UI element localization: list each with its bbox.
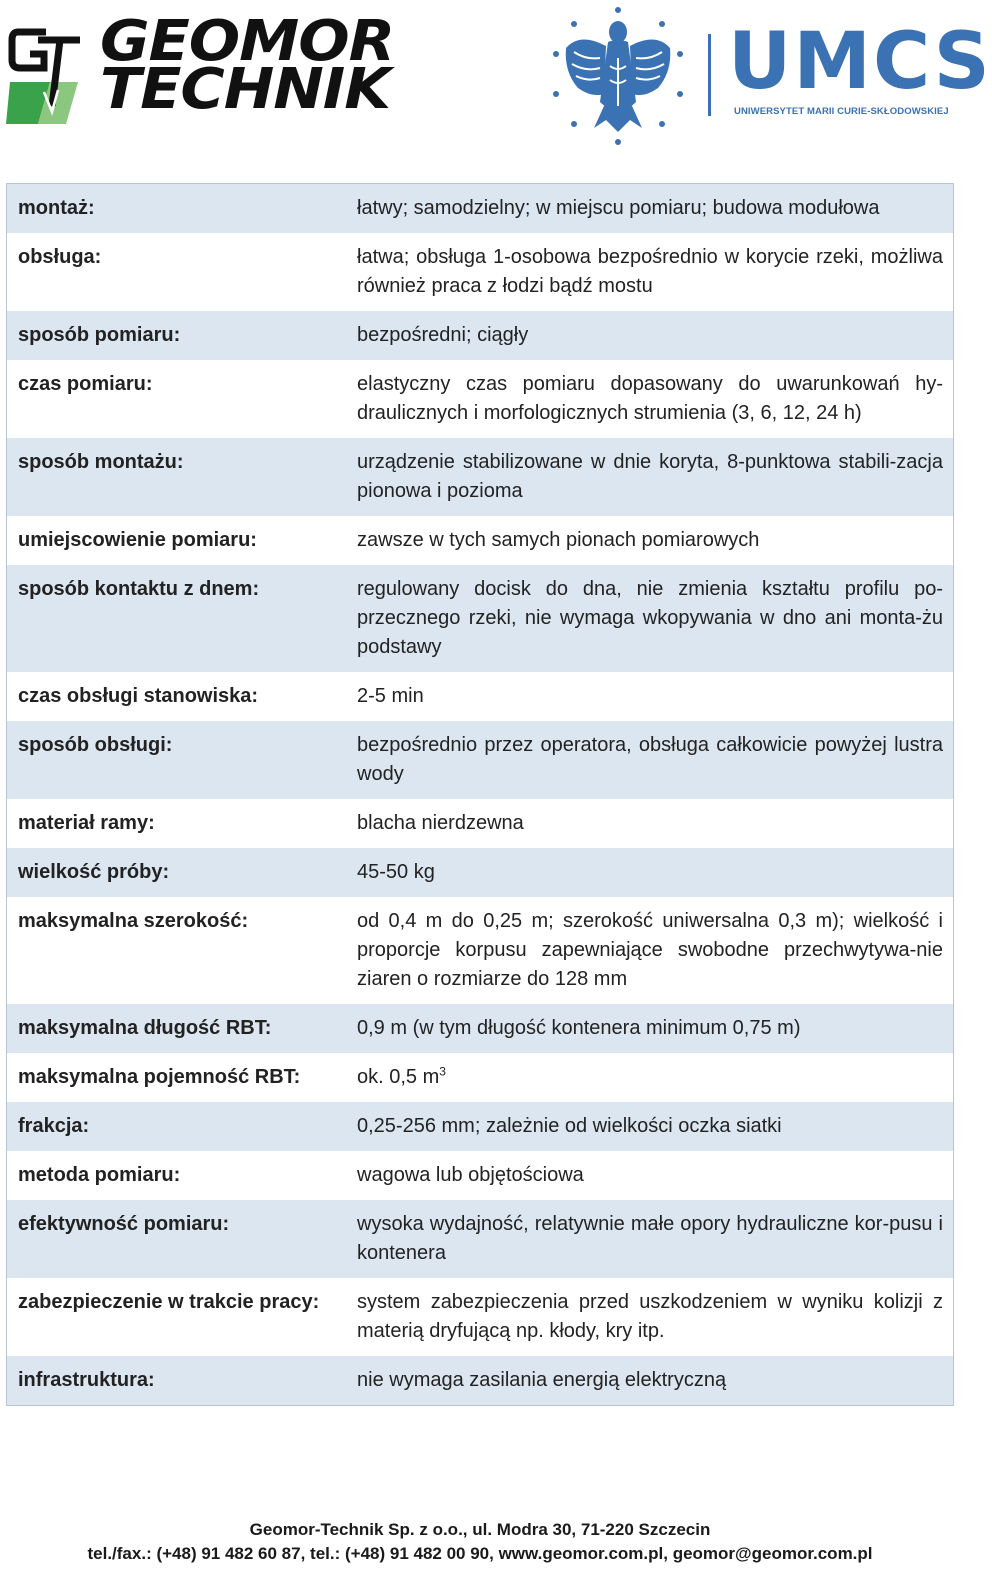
spec-label: sposób obsługi: [18,734,173,756]
spec-value [357,1366,943,1395]
spec-value [357,1210,943,1268]
umcs-logo-wordmark: UMCS [728,17,992,107]
spec-value [357,1063,943,1092]
spec-value-text: 0,9 m (w tym długość kontenera minimum 0,75 m) [357,1017,801,1039]
spec-value-text: bezpośrednio przez operatora, obsługa całkowicie powyżej lustra wody [357,734,943,785]
umcs-logo-divider [708,34,711,116]
spec-label: sposób kontaktu z dnem: [18,578,260,600]
spec-label: sposób pomiaru: [18,324,181,346]
spec-row [7,311,953,360]
spec-label: materiał ramy: [18,812,155,834]
spec-label: frakcja: [18,1115,90,1137]
spec-value [357,321,943,350]
spec-value-text: od 0,4 m do 0,25 m; szerokość uniwersalna 0,3 m); wielkość i proporcje korpusu zapewniające swobodne przechwytywa-nie ziaren o rozmiarze do 128 mm [357,910,943,990]
spec-value [357,1112,943,1141]
spec-row [7,1102,953,1151]
specification-table [6,183,954,1406]
spec-value [357,682,943,711]
spec-label: infrastruktura: [18,1369,155,1391]
spec-value-text: elastyczny czas pomiaru dopasowany do uwarunkowań hy-draulicznych i morfologicznych strumienia (3, 6, 12, 24 h) [357,373,943,424]
footer-address: Geomor-Technik Sp. z o.o., ul. Modra 30, 71-220 Szczecin [249,1520,711,1539]
spec-label: maksymalna długość RBT: [18,1017,272,1039]
spec-value-text: bezpośredni; ciągły [357,324,529,346]
spec-row [7,1278,953,1356]
spec-value-text: nie wymaga zasilania energią elektryczną [357,1369,727,1391]
spec-value-text: regulowany docisk do dna, nie zmienia kształtu profilu po-przecznego rzeki, nie wymaga wkopywania w dno ani monta-żu podstawy [357,578,943,658]
spec-value-text: blacha nierdzewna [357,812,524,834]
page-header [0,0,992,160]
spec-value [357,526,943,555]
spec-label: metoda pomiaru: [18,1164,181,1186]
spec-value-text: urządzenie stabilizowane w dnie koryta, 8-punktowa stabili-zacja pionowa i pozioma [357,451,943,502]
spec-value [357,194,943,223]
spec-value-text: łatwa; obsługa 1-osobowa bezpośrednio w korycie rzeki, możliwa również praca z łodzi bądź mostu [357,246,943,297]
spec-value [357,243,943,301]
spec-label: wielkość próby: [18,861,170,883]
geomor-technik-logo [100,9,395,122]
spec-label: maksymalna szerokość: [18,910,249,932]
spec-value-text: wagowa lub objętościowa [357,1164,584,1186]
spec-value-superscript: 3 [439,1064,446,1079]
spec-row [7,848,953,897]
spec-label: montaż: [18,197,95,219]
footer-contact: tel./fax.: (+48) 91 482 60 87, tel.: (+48) 91 482 00 90, www.geomor.com.pl, geomor@geomor.com.pl [87,1544,873,1563]
spec-row [7,1004,953,1053]
spec-row [7,1200,953,1278]
spec-row [7,184,953,233]
geomor-gt-logo-icon [4,20,84,126]
spec-value [357,370,943,428]
spec-value [357,1288,943,1346]
spec-value-text: łatwy; samodzielny; w miejscu pomiaru; budowa modułowa [357,197,880,219]
spec-label: umiejscowienie pomiaru: [18,529,257,551]
spec-value-text: 0,25-256 mm; zależnie od wielkości oczka siatki [357,1115,782,1137]
spec-row [7,1053,953,1102]
spec-value [357,809,943,838]
spec-row [7,360,953,438]
page-footer [0,1518,960,1566]
umcs-logo-subtitle: UNIWERSYTET MARII CURIE-SKŁODOWSKIEJ [734,106,949,117]
spec-value [357,1014,943,1043]
spec-value [357,907,943,994]
spec-label: obsługa: [18,246,102,268]
spec-row [7,565,953,672]
spec-row [7,721,953,799]
spec-row [7,1151,953,1200]
spec-value-text: wysoka wydajność, relatywnie małe opory hydrauliczne kor-pusu i kontenera [357,1213,943,1264]
spec-value [357,1161,943,1190]
spec-value [357,575,943,662]
logo-line-geomor: GEOMOR [100,9,395,74]
logo-line-technik: TECHNIK [100,57,390,122]
spec-label: czas obsługi stanowiska: [18,685,259,707]
spec-row [7,672,953,721]
spec-row [7,233,953,311]
spec-label: efektywność pomiaru: [18,1213,230,1235]
spec-value-text: 2-5 min [357,685,424,707]
spec-row [7,799,953,848]
spec-label: czas pomiaru: [18,373,153,395]
spec-row [7,438,953,516]
spec-label: sposób montażu: [18,451,184,473]
spec-value [357,858,943,887]
spec-value-text: zawsze w tych samych pionach pomiarowych [357,529,760,551]
spec-label: zabezpieczenie w trakcie pracy: [18,1291,320,1313]
spec-value-text: 45-50 kg [357,861,435,883]
spec-row [7,516,953,565]
spec-value [357,448,943,506]
spec-row [7,1356,953,1405]
umcs-eagle-emblem-icon [544,2,692,148]
spec-value-text: system zabezpieczenia przed uszkodzeniem w wyniku kolizji z materią dryfującą np. kłody, kry itp. [357,1291,943,1342]
spec-label: maksymalna pojemność RBT: [18,1066,301,1088]
spec-row [7,897,953,1004]
spec-value [357,731,943,789]
spec-value-text: ok. 0,5 m [357,1066,440,1088]
